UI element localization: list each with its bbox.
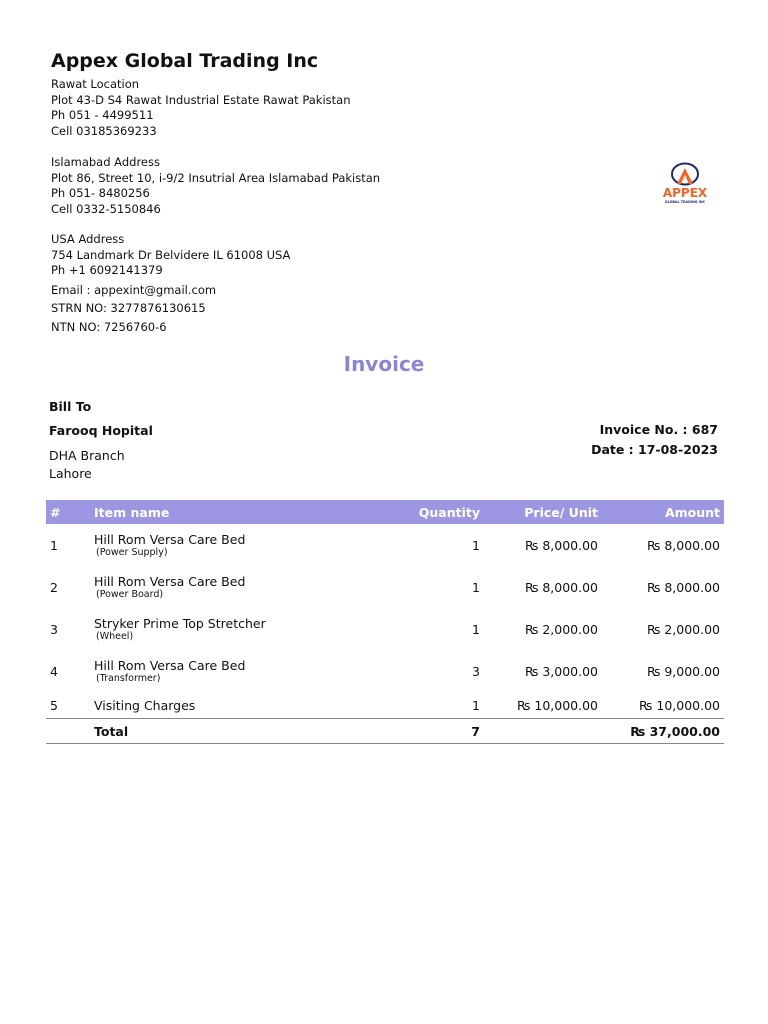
row-number: 4 — [50, 663, 58, 679]
row-price: ₨ 10,000.00 — [516, 697, 598, 713]
rawat-address-label: Rawat Location — [51, 77, 140, 91]
logo-text: APPEX — [662, 186, 708, 200]
table-row — [46, 650, 724, 692]
row-price: ₨ 8,000.00 — [524, 579, 598, 595]
islamabad-address-phone: Ph 051- 8480256 — [51, 186, 150, 200]
row-price: ₨ 2,000.00 — [524, 621, 598, 637]
logo-subtext: GLOBAL TRADING INC — [664, 200, 706, 204]
islamabad-address-label: Islamabad Address — [51, 155, 160, 169]
header-price-unit: Price/ Unit — [484, 500, 602, 524]
total-quantity: 7 — [390, 719, 484, 744]
company-email: Email : appexint@gmail.com — [51, 283, 217, 297]
company-ntn: NTN NO: 7256760-6 — [51, 320, 167, 334]
row-number: 3 — [50, 621, 58, 637]
header-quantity: Quantity — [390, 500, 484, 524]
islamabad-address-street: Plot 86, Street 10, i-9/2 Insutrial Area Islamabad Pakistan — [51, 170, 381, 185]
row-amount: ₨ 8,000.00 — [646, 537, 720, 553]
row-number: 5 — [50, 697, 58, 713]
row-quantity: 1 — [472, 621, 480, 637]
row-amount: ₨ 9,000.00 — [646, 663, 720, 679]
invoice-title: Invoice — [343, 352, 425, 376]
header-item-name: Item name — [90, 500, 390, 524]
bill-to-label: Bill To — [49, 399, 92, 414]
row-item — [90, 566, 390, 608]
customer-branch: DHA Branch — [49, 448, 125, 463]
row-amount: ₨ 10,000.00 — [638, 697, 720, 713]
table-row — [46, 524, 724, 566]
row-item-detail: (Transformer) — [96, 672, 161, 684]
table-row — [46, 566, 724, 608]
rawat-address-street: Plot 43-D S4 Rawat Industrial Estate Rawat Pakistan — [51, 92, 351, 107]
islamabad-address-cell: Cell 0332-5150846 — [51, 201, 161, 216]
total-row — [46, 719, 724, 744]
usa-address-phone: Ph +1 6092141379 — [51, 263, 163, 277]
rawat-address-cell: Cell 03185369233 — [51, 123, 157, 138]
total-amount: ₨ 37,000.00 — [602, 719, 724, 744]
items-table — [46, 500, 724, 744]
row-item-name: Stryker Prime Top Stretcher — [94, 615, 266, 631]
rawat-address — [51, 77, 351, 139]
row-item-detail: (Wheel) — [96, 630, 134, 642]
row-item — [90, 608, 390, 650]
rawat-address-phone: Ph 051 - 4499511 — [51, 108, 154, 122]
table-row — [46, 692, 724, 719]
usa-address-label: USA Address — [51, 232, 125, 246]
total-spacer — [46, 719, 90, 744]
row-number: 1 — [50, 537, 58, 553]
row-item-detail: (Power Board) — [96, 588, 164, 600]
invoice-date: Date : 17-08-2023 — [591, 442, 718, 457]
islamabad-address — [51, 155, 380, 217]
row-quantity: 1 — [472, 697, 480, 713]
row-amount: ₨ 2,000.00 — [646, 621, 720, 637]
row-quantity: 1 — [472, 579, 480, 595]
row-amount: ₨ 8,000.00 — [646, 579, 720, 595]
customer-name: Farooq Hopital — [49, 423, 153, 438]
invoice-number: Invoice No. : 687 — [599, 422, 718, 437]
row-price: ₨ 8,000.00 — [524, 537, 598, 553]
row-item-name: Visiting Charges — [94, 697, 196, 713]
row-item-name: Hill Rom Versa Care Bed — [94, 657, 246, 673]
row-item — [90, 692, 390, 719]
table-row — [46, 608, 724, 650]
total-label: Total — [90, 719, 390, 744]
usa-address — [51, 232, 290, 279]
row-item-detail: (Power Supply) — [96, 546, 168, 558]
company-name: Appex Global Trading Inc — [51, 50, 319, 72]
table-header-row — [46, 500, 724, 524]
row-number: 2 — [50, 579, 58, 595]
company-logo — [654, 162, 716, 206]
company-strn: STRN NO: 3277876130615 — [51, 301, 206, 315]
row-item — [90, 524, 390, 566]
header-number: # — [46, 500, 90, 524]
customer-city: Lahore — [49, 466, 92, 481]
header-amount: Amount — [602, 500, 724, 524]
row-item — [90, 650, 390, 692]
total-price-spacer — [484, 719, 602, 744]
row-price: ₨ 3,000.00 — [524, 663, 598, 679]
row-item-name: Hill Rom Versa Care Bed — [94, 573, 246, 589]
row-item-name: Hill Rom Versa Care Bed — [94, 531, 246, 547]
logo-a-mark-icon — [677, 168, 693, 184]
row-quantity: 3 — [472, 663, 480, 679]
usa-address-street: 754 Landmark Dr Belvidere IL 61008 USA — [51, 247, 291, 262]
row-quantity: 1 — [472, 537, 480, 553]
